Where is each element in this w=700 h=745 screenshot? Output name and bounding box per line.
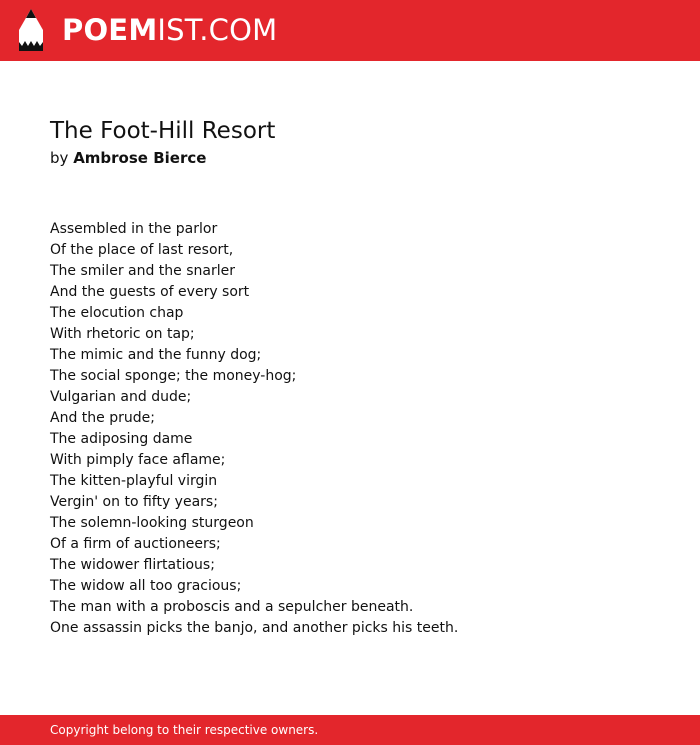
site-logo-text (62, 8, 277, 52)
logo-text-light: IST.COM (157, 13, 278, 47)
poem-line: The solemn-looking sturgeon (50, 515, 254, 531)
poem-line: Of a firm of auctioneers; (50, 536, 221, 552)
poem-line: Of the place of last resort, (50, 242, 234, 258)
pencil-tip-icon (18, 8, 44, 52)
poem-line: The mimic and the funny dog; (50, 347, 262, 363)
poem-line: With rhetoric on tap; (50, 326, 195, 342)
by-label: by (50, 149, 69, 167)
footer-copyright: Copyright belong to their respective owners. (50, 723, 319, 737)
poem-line: Assembled in the parlor (50, 221, 218, 237)
site-header (0, 0, 700, 61)
logo-text-bold: POEM (62, 13, 158, 47)
poem-line: The elocution chap (50, 305, 184, 321)
poem-line: And the guests of every sort (50, 284, 250, 300)
poem-line: And the prude; (50, 410, 155, 426)
site-logo-link[interactable] (18, 8, 277, 52)
poem-title: The Foot-Hill Resort (50, 118, 276, 144)
poem-line: The smiler and the snarler (50, 263, 235, 279)
poem-line: The widow all too gracious; (50, 578, 242, 594)
poem-line: The widower flirtatious; (50, 557, 215, 573)
poem-line: The kitten-playful virgin (50, 473, 218, 489)
poem-line: With pimply face aflame; (50, 452, 226, 468)
poem-line: One assassin picks the banjo, and another picks his teeth. (50, 620, 459, 636)
poem-line: Vulgarian and dude; (50, 389, 192, 405)
poem-byline (50, 147, 660, 169)
poem-line: Vergin' on to fifty years; (50, 494, 218, 510)
poem-body (50, 219, 660, 639)
poem-line: The man with a proboscis and a sepulcher beneath. (50, 599, 414, 615)
poem-line: The adiposing dame (50, 431, 193, 447)
site-footer (0, 715, 700, 745)
poem-line: The social sponge; the money-hog; (50, 368, 297, 384)
poem-author: Ambrose Bierce (73, 149, 207, 167)
poem-content (50, 115, 660, 639)
